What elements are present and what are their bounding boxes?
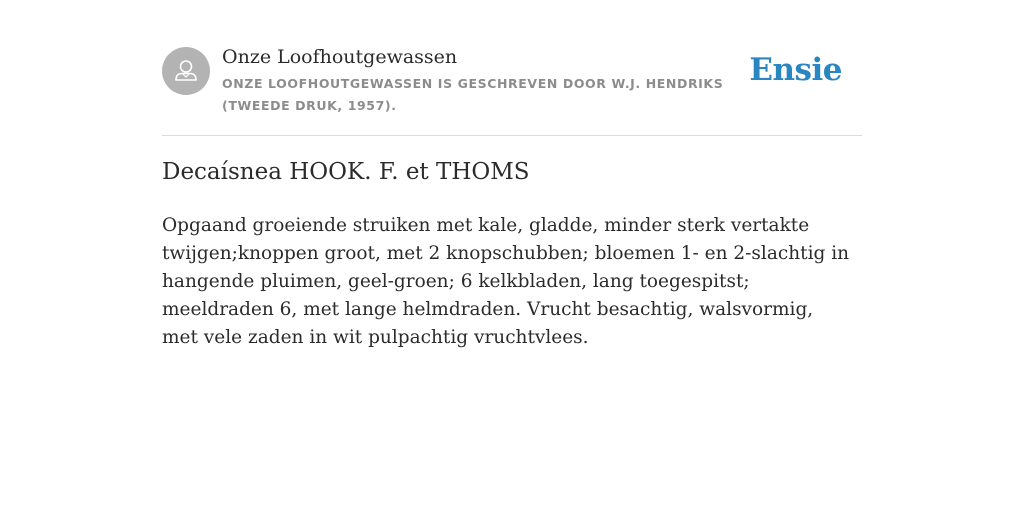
source-title[interactable]: Onze Loofhoutgewassen: [222, 46, 458, 68]
entry-title: Decaísnea HOOK. F. et THOMS: [162, 159, 530, 185]
source-header: [162, 45, 862, 136]
source-description: ONZE LOOFHOUTGEWASSEN IS GESCHREVEN DOOR W.J. HENDRIKS (TWEEDE DRUK, 1957).: [222, 76, 724, 113]
ensie-logo[interactable]: Ensie: [749, 52, 842, 88]
user-silhouette-icon: [162, 47, 210, 95]
entry-body: Opgaand groeiende struiken met kale, gladde, minder sterk vertakte twijgen;knoppen groot, met 2 knopschubben; bloemen 1- en 2-slachtig in hangende pluimen, geel-groen; 6 kelkbladen, lang toegespitst; meeldraden 6, met lange helmdraden. Vrucht besachtig, walsvormig, met vele zaden in wit pulpachtig vruchtvlees.: [162, 215, 850, 348]
source-avatar[interactable]: [162, 47, 210, 95]
